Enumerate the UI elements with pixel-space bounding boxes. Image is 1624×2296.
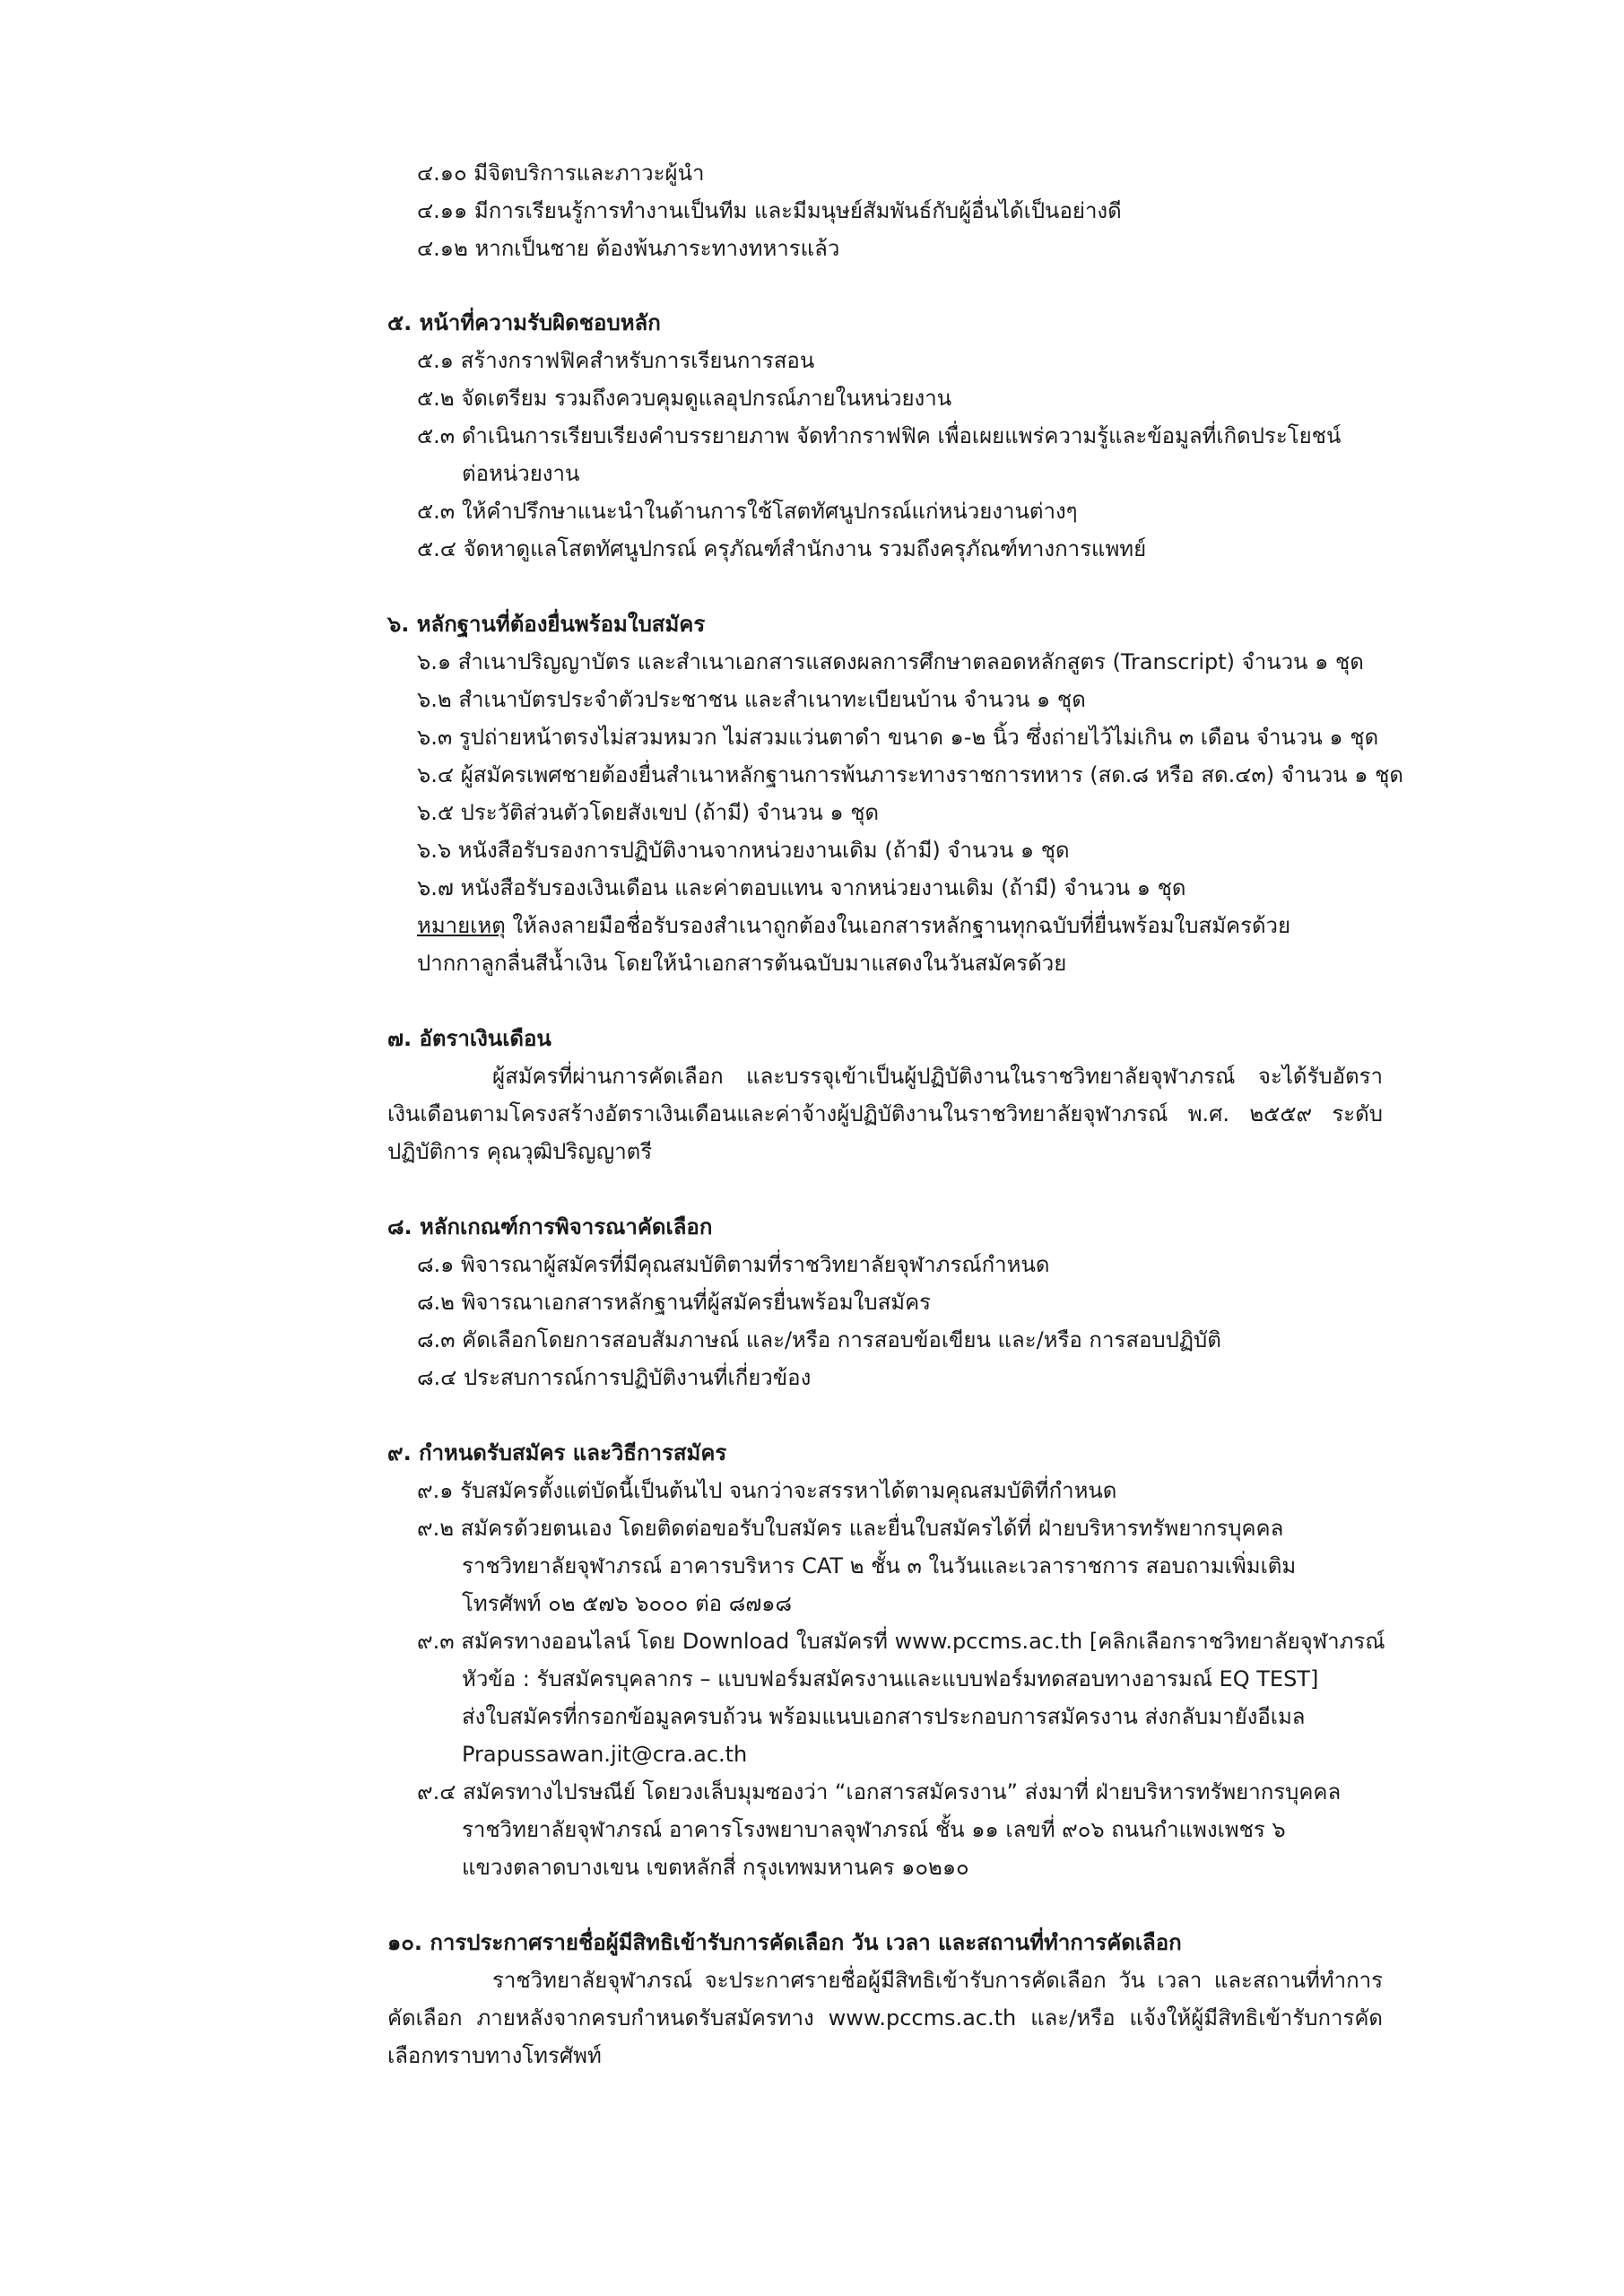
note-text: ให้ลงลายมือชื่อรับรองสำเนาถูกต้องในเอกสารหลักฐานทุกฉบับที่ยื่นพร้อมใบสมัครด้วย <box>505 913 1291 938</box>
note-line <box>417 907 1290 944</box>
list-item: ๘.๑ พิจารณาผู้สมัครที่มีคุณสมบัติตามที่ราชวิทยาลัยจุฬาภรณ์กำหนด <box>417 1252 1050 1277</box>
list-item: ๖.๗ หนังสือรับรองเงินเดือน และค่าตอบแทน จากหน่วยงานเดิม (ถ้ามี) จำนวน ๑ ชุด <box>417 875 1186 900</box>
note-label: หมายเหตุ <box>417 913 506 938</box>
list-item: ๔.๑๒ หากเป็นชาย ต้องพ้นภาระทางทหารแล้ว <box>417 236 840 261</box>
list-item: ๕.๓ ดำเนินการเรียบเรียงคำบรรยายภาพ จัดทำกราฟฟิค เพื่อเผยแพร่ความรู้และข้อมูลที่เกิดประโยชน์ <box>417 423 1342 448</box>
list-item: ๖.๓ รูปถ่ายหน้าตรงไม่สวมหมวก ไม่สวมแว่นตาดำ ขนาด ๑-๒ นิ้ว ซึ่งถ่ายไว้ไม่เกิน ๓ เดือน จำนวน ๑ ชุด <box>417 725 1379 750</box>
list-item-continuation: ต่อหน่วยงาน <box>462 461 580 486</box>
list-item: ๙.๓ สมัครทางออนไลน์ โดย Download ใบสมัครที่ www.pccms.ac.th [คลิกเลือกราชวิทยาลัยจุฬาภรณ์ <box>417 1629 1385 1654</box>
list-item-continuation: ราชวิทยาลัยจุฬาภรณ์ อาคารโรงพยาบาลจุฬาภรณ์ ชั้น ๑๑ เลขที่ ๙๐๖ ถนนกำแพงเพชร ๖ <box>462 1817 1286 1842</box>
list-item: ๘.๔ ประสบการณ์การปฏิบัติงานที่เกี่ยวข้อง <box>417 1365 812 1390</box>
list-item-continuation: Prapussawan.jit@cra.ac.th <box>462 1742 748 1767</box>
paragraph: ราชวิทยาลัยจุฬาภรณ์ จะประกาศรายชื่อผู้มีสิทธิเข้ารับการคัดเลือก วัน เวลา และสถานที่ทำการคัดเลือก ภายหลังจากครบกำหนดรับสมัครทาง www.pccms.ac.th และ/หรือ แจ้งให้ผู้มีสิทธิเข้ารับการคัดเลือกทราบทางโทรศัพท์ <box>387 1968 1383 2068</box>
list-item-continuation: แขวงตลาดบางเขน เขตหลักสี่ กรุงเทพมหานคร ๑๐๒๑๐ <box>462 1855 969 1880</box>
list-item-continuation: โทรศัพท์ ๐๒ ๕๗๖ ๖๐๐๐ ต่อ ๘๗๑๘ <box>462 1591 793 1616</box>
list-item: ๘.๒ พิจารณาเอกสารหลักฐานที่ผู้สมัครยื่นพร้อมใบสมัคร <box>417 1290 932 1315</box>
list-item: ๔.๑๐ มีจิตบริการและภาวะผู้นำ <box>417 161 705 186</box>
list-item: ๖.๖ หนังสือรับรองการปฏิบัติงานจากหน่วยงานเดิม (ถ้ามี) จำนวน ๑ ชุด <box>417 838 1070 863</box>
list-item: ๖.๔ ผู้สมัครเพศชายต้องยื่นสำเนาหลักฐานการพ้นภาระทางราชการทหาร (สด.๘ หรือ สด.๔๓) จำนวน ๑ ชุด <box>417 762 1403 787</box>
list-item: ๕.๓ ให้คำปรึกษาแนะนำในด้านการใช้โสตทัศนูปกรณ์แก่หน่วยงานต่างๆ <box>417 499 1078 524</box>
list-item-continuation: ราชวิทยาลัยจุฬาภรณ์ อาคารบริหาร CAT ๒ ชั้น ๓ ในวันและเวลาราชการ สอบถามเพิ่มเติม <box>462 1553 1297 1578</box>
list-item: ๕.๔ จัดหาดูแลโสตทัศนูปกรณ์ ครุภัณฑ์สำนักงาน รวมถึงครุภัณฑ์ทางการแพทย์ <box>417 536 1147 561</box>
section-heading: ๗. อัตราเงินเดือน <box>387 1026 551 1051</box>
list-item: ๖.๒ สำเนาบัตรประจำตัวประชาชน และสำเนาทะเบียนบ้าน จำนวน ๑ ชุด <box>417 687 1086 712</box>
list-item: ๙.๑ รับสมัครตั้งแต่บัดนี้เป็นต้นไป จนกว่าจะสรรหาได้ตามคุณสมบัติที่กำหนด <box>417 1478 1117 1503</box>
list-item: ๕.๒ จัดเตรียม รวมถึงควบคุมดูแลอุปกรณ์ภายในหน่วยงาน <box>417 386 952 411</box>
section-heading: ๑๐. การประกาศรายชื่อผู้มีสิทธิเข้ารับการคัดเลือก วัน เวลา และสถานที่ทำการคัดเลือก <box>387 1930 1182 1955</box>
section-heading: ๘. หลักเกณฑ์การพิจารณาคัดเลือก <box>387 1214 713 1239</box>
list-item: ๖.๕ ประวัติส่วนตัวโดยสังเขป (ถ้ามี) จำนวน ๑ ชุด <box>417 800 880 825</box>
list-item: ๙.๒ สมัครด้วยตนเอง โดยติดต่อขอรับใบสมัคร และยื่นใบสมัครได้ที่ ฝ่ายบริหารทรัพยากรบุคคล <box>417 1516 1284 1541</box>
section-heading: ๖. หลักฐานที่ต้องยื่นพร้อมใบสมัคร <box>387 612 706 637</box>
list-item-continuation: ส่งใบสมัครที่กรอกข้อมูลครบถ้วน พร้อมแนบเอกสารประกอบการสมัครงาน ส่งกลับมายังอีเมล <box>462 1704 1306 1729</box>
list-item: ๖.๑ สำเนาปริญญาบัตร และสำเนาเอกสารแสดงผลการศึกษาตลอดหลักสูตร (Transcript) จำนวน ๑ ชุด <box>417 649 1364 674</box>
list-item: ๔.๑๑ มีการเรียนรู้การทำงานเป็นทีม และมีมนุษย์สัมพันธ์กับผู้อื่นได้เป็นอย่างดี <box>417 198 1122 223</box>
section-heading: ๕. หน้าที่ความรับผิดชอบหลัก <box>387 310 661 335</box>
list-item: ๘.๓ คัดเลือกโดยการสอบสัมภาษณ์ และ/หรือ การสอบข้อเขียน และ/หรือ การสอบปฏิบัติ <box>417 1327 1221 1352</box>
section-heading: ๙. กำหนดรับสมัคร และวิธีการสมัคร <box>387 1440 727 1465</box>
list-item-continuation: หัวข้อ : รับสมัครบุคลากร – แบบฟอร์มสมัครงานและแบบฟอร์มทดสอบทางอารมณ์ EQ TEST] <box>462 1666 1319 1692</box>
paragraph: ผู้สมัครที่ผ่านการคัดเลือก และบรรจุเข้าเป็นผู้ปฏิบัติงานในราชวิทยาลัยจุฬาภรณ์ จะได้รับอัตราเงินเดือนตามโครงสร้างอัตราเงินเดือนและค่าจ้างผู้ปฏิบัติงานในราชวิทยาลัยจุฬาภรณ์ พ.ศ. ๒๕๕๙ ระดับปฏิบัติการ คุณวุฒิปริญญาตรี <box>387 1064 1383 1164</box>
list-item: ๙.๔ สมัครทางไปรษณีย์ โดยวงเล็บมุมซองว่า “เอกสารสมัครงาน” ส่งมาที่ ฝ่ายบริหารทรัพยากรบุคคล <box>417 1779 1342 1805</box>
list-item: ๕.๑ สร้างกราฟฟิคสำหรับการเรียนการสอน <box>417 348 815 373</box>
note-line-2: ปากกาลูกลื่นสีน้ำเงิน โดยให้นำเอกสารต้นฉบับมาแสดงในวันสมัครด้วย <box>417 951 1067 976</box>
